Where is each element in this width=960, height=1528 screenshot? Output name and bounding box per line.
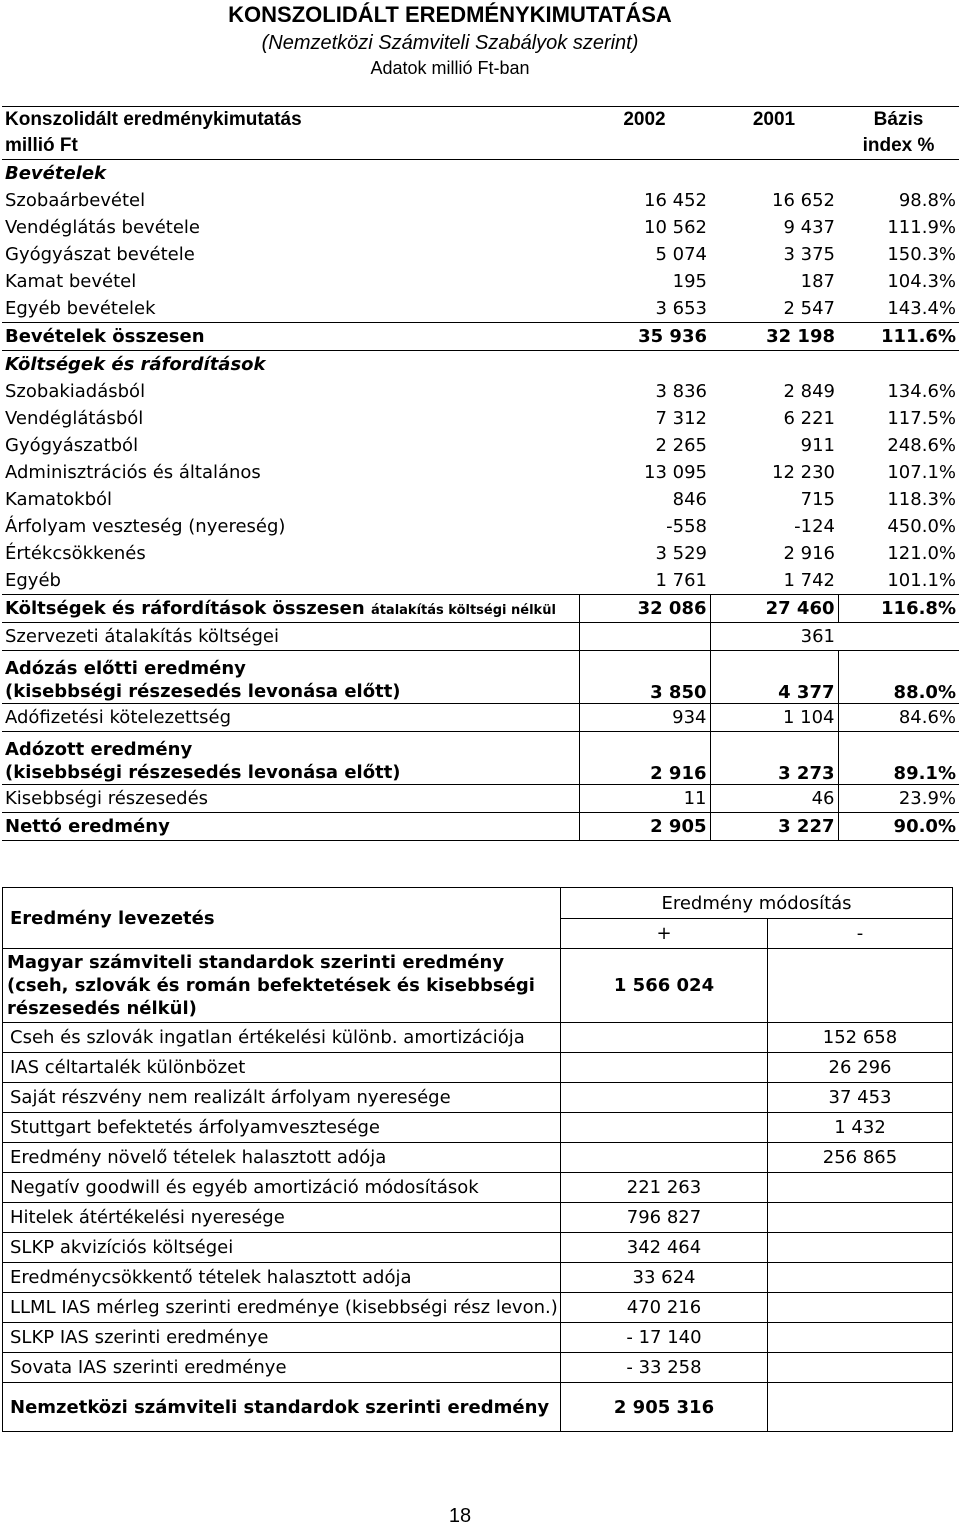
value-2002: 846: [672, 489, 707, 510]
table-row: [2, 623, 959, 651]
value-index: [838, 623, 959, 651]
value-minus: [768, 1173, 953, 1203]
recon-start-label: Magyar számviteli standardok szerinti eredmény (cseh, szlovák és román befektetések és kisebbségi részesedés nélkül): [3, 949, 561, 1023]
row-label: Hitelek átértékelési nyeresége: [3, 1203, 561, 1233]
row-label: Szervezeti átalakítás költségei: [2, 623, 579, 651]
value-2001: 361: [710, 623, 838, 651]
total-row: [2, 732, 959, 785]
row-label-line-1: Adózás előtti eredmény: [5, 658, 246, 679]
header-index-2: index %: [838, 133, 959, 160]
row-label: LLML IAS mérleg szerinti eredménye (kisebbségi rész levon.): [3, 1293, 561, 1323]
table-row: [2, 378, 959, 405]
table-row: [2, 785, 959, 813]
table-row: [2, 241, 959, 268]
row-label: SLKP IAS szerinti eredménye: [3, 1323, 561, 1353]
value-2002: 3 653: [655, 298, 707, 319]
total-row: [2, 595, 959, 623]
page-subtitle: (Nemzetközi Számviteli Szabályok szerint): [261, 32, 639, 54]
table-row: [3, 1173, 953, 1203]
unit-note: Adatok millió Ft-ban: [370, 58, 530, 78]
header-label-1: Konszolidált eredménykimutatás: [2, 107, 579, 134]
value-index: 84.6%: [838, 704, 959, 732]
value-plus: [561, 1143, 768, 1173]
table-row: [2, 704, 959, 732]
row-label: SLKP akvizíciós költségei: [3, 1233, 561, 1263]
table-row: [2, 459, 959, 486]
row-label: Vendéglátás bevétele: [5, 217, 200, 238]
recon-title: Eredmény levezetés: [3, 888, 561, 949]
table-row: [3, 1023, 953, 1053]
value-2001: 32 198: [710, 323, 838, 351]
value-2001: -124: [794, 516, 835, 537]
value-2002: 3 529: [655, 543, 707, 564]
value-minus: [768, 1263, 953, 1293]
table-row: [3, 1143, 953, 1173]
table-row: [2, 295, 959, 323]
value-minus: [768, 1293, 953, 1323]
value-2001: 3 273: [710, 732, 838, 785]
value-2002: 3 836: [655, 381, 707, 402]
value-minus: [768, 1233, 953, 1263]
value-minus: [768, 1353, 953, 1383]
table-row: [2, 486, 959, 513]
value-2001: 911: [800, 435, 835, 456]
value-2001: 9 437: [783, 217, 835, 238]
row-label-line-2: (kisebbségi részesedés levonása előtt): [5, 762, 401, 783]
section-revenue: [2, 160, 959, 188]
header-2001: 2001: [710, 107, 838, 134]
value-2001: 2 547: [783, 298, 835, 319]
row-label: [2, 651, 579, 704]
row-label: Gyógyászat bevétele: [5, 244, 195, 265]
recon-final-value: 2 905 316: [561, 1383, 768, 1432]
value-index: 111.6%: [838, 323, 959, 351]
value-plus: 221 263: [561, 1173, 768, 1203]
value-2001: 1 104: [710, 704, 838, 732]
value-minus: 37 453: [768, 1083, 953, 1113]
value-index: 23.9%: [838, 785, 959, 813]
value-minus: 256 865: [768, 1143, 953, 1173]
recon-header-row: [3, 888, 953, 919]
value-plus: [561, 1053, 768, 1083]
value-index: 116.8%: [838, 595, 959, 623]
value-2002: -558: [666, 516, 707, 537]
table-row: [2, 187, 959, 214]
value-2001: 16 652: [772, 190, 835, 211]
row-label: [2, 595, 579, 623]
header-2002: 2002: [579, 107, 710, 134]
value-index: 450.0%: [887, 516, 956, 537]
value-2002: 10 562: [644, 217, 707, 238]
row-label: Stuttgart befektetés árfolyamvesztesége: [3, 1113, 561, 1143]
value-2001: 12 230: [772, 462, 835, 483]
value-2001: 2 916: [783, 543, 835, 564]
value-plus: - 33 258: [561, 1353, 768, 1383]
value-2002: 11: [579, 785, 710, 813]
row-label-text: Költségek és ráfordítások összesen: [5, 598, 365, 619]
recon-final-label: Nemzetközi számviteli standardok szerinti eredmény: [3, 1383, 561, 1432]
table-row: [2, 405, 959, 432]
total-row: [2, 651, 959, 704]
value-2002: 2 916: [579, 732, 710, 785]
value-plus: [561, 1023, 768, 1053]
row-label: Bevételek összesen: [2, 323, 579, 351]
total-row: [2, 323, 959, 351]
row-label: Adminisztrációs és általános: [5, 462, 261, 483]
value-2001: 187: [800, 271, 835, 292]
reconciliation-table: [2, 887, 953, 1432]
table-row: [3, 1353, 953, 1383]
table-row: [3, 1113, 953, 1143]
value-2002: 195: [672, 271, 707, 292]
value-plus: 33 624: [561, 1263, 768, 1293]
value-index: 98.8%: [898, 190, 956, 211]
page-number: 18: [448, 1505, 472, 1527]
recon-plus-header: +: [561, 919, 768, 949]
income-statement-table: [2, 106, 959, 841]
value-2002: 35 936: [579, 323, 710, 351]
value-2002: 934: [579, 704, 710, 732]
value-plus: - 17 140: [561, 1323, 768, 1353]
row-label: Kisebbségi részesedés: [2, 785, 579, 813]
row-label: Adófizetési kötelezettség: [2, 704, 579, 732]
table-row: [2, 432, 959, 459]
table-row: [3, 1203, 953, 1233]
section-label: Bevételek: [5, 163, 107, 184]
value-index: 143.4%: [887, 298, 956, 319]
value-minus: [768, 1203, 953, 1233]
value-2002: 7 312: [655, 408, 707, 429]
row-label: Nettó eredmény: [2, 813, 579, 841]
value-index: 248.6%: [887, 435, 956, 456]
row-label: Szobakiadásból: [5, 381, 146, 402]
table-row: [2, 540, 959, 567]
row-label: Saját részvény nem realizált árfolyam nyeresége: [3, 1083, 561, 1113]
table-row: [3, 1263, 953, 1293]
table-row: [3, 1083, 953, 1113]
value-index: 121.0%: [887, 543, 956, 564]
value-2002: 1 761: [655, 570, 707, 591]
table-header-row-2: [2, 133, 959, 160]
value-2002: 13 095: [644, 462, 707, 483]
table-row: [3, 1053, 953, 1083]
row-label: Vendéglátásból: [5, 408, 144, 429]
value-minus: 1 432: [768, 1113, 953, 1143]
table-row: [3, 1323, 953, 1353]
recon-start-row: [3, 949, 953, 1023]
value-plus: 342 464: [561, 1233, 768, 1263]
recon-minus-header: -: [768, 919, 953, 949]
row-label: Eredmény növelő tételek halasztott adója: [3, 1143, 561, 1173]
value-index: 104.3%: [887, 271, 956, 292]
value-index: 88.0%: [838, 651, 959, 704]
value-2002: 3 850: [579, 651, 710, 704]
value-2001: 46: [710, 785, 838, 813]
value-2002: 16 452: [644, 190, 707, 211]
row-label-line-1: Adózott eredmény: [5, 739, 193, 760]
recon-final-row: [3, 1383, 953, 1432]
value-index: 150.3%: [887, 244, 956, 265]
table-row: [3, 1233, 953, 1263]
value-index: 117.5%: [887, 408, 956, 429]
row-label: [2, 732, 579, 785]
value-minus: [768, 1323, 953, 1353]
value-plus: 796 827: [561, 1203, 768, 1233]
row-label: Kamatokból: [5, 489, 113, 510]
value-2001: 715: [800, 489, 835, 510]
value-index: 107.1%: [887, 462, 956, 483]
total-row: [2, 813, 959, 841]
row-label: Árfolyam veszteség (nyereség): [5, 516, 286, 537]
table-header-row: [2, 107, 959, 134]
row-label-line-2: (kisebbségi részesedés levonása előtt): [5, 681, 401, 702]
table-row: [2, 214, 959, 241]
page-title: KONSZOLIDÁLT EREDMÉNYKIMUTATÁSA: [228, 2, 672, 27]
value-2002: 2 905: [579, 813, 710, 841]
table-row: [2, 513, 959, 540]
table-row: [2, 567, 959, 595]
value-2002: [579, 623, 710, 651]
row-label-note: átalakítás költségi nélkül: [370, 603, 556, 618]
value-index: 89.1%: [838, 732, 959, 785]
value-index: 111.9%: [887, 217, 956, 238]
recon-mod-header: Eredmény módosítás: [561, 888, 953, 919]
value-2002: 32 086: [579, 595, 710, 623]
value-index: 101.1%: [887, 570, 956, 591]
value-minus: 152 658: [768, 1023, 953, 1053]
table-row: [2, 268, 959, 295]
value-2001: 3 227: [710, 813, 838, 841]
row-label: Eredménycsökkentő tételek halasztott adója: [3, 1263, 561, 1293]
value-2001: 4 377: [710, 651, 838, 704]
value-2001: 27 460: [710, 595, 838, 623]
row-label: Gyógyászatból: [5, 435, 139, 456]
header-label-2: millió Ft: [2, 133, 579, 160]
row-label: Cseh és szlovák ingatlan értékelési különb. amortizációja: [3, 1023, 561, 1053]
value-2001: 6 221: [783, 408, 835, 429]
value-2001: 1 742: [783, 570, 835, 591]
row-label: Egyéb: [5, 570, 61, 591]
row-label: Kamat bevétel: [5, 271, 137, 292]
row-label: IAS céltartalék különbözet: [3, 1053, 561, 1083]
row-label: Értékcsökkenés: [5, 543, 146, 564]
value-index: 134.6%: [887, 381, 956, 402]
row-label: Egyéb bevételek: [5, 298, 156, 319]
section-costs: [2, 351, 959, 379]
header-index-1: Bázis: [838, 107, 959, 134]
value-2002: 5 074: [655, 244, 707, 265]
row-label: Sovata IAS szerinti eredménye: [3, 1353, 561, 1383]
value-plus: [561, 1083, 768, 1113]
recon-start-value: 1 566 024: [561, 949, 768, 1023]
value-minus: 26 296: [768, 1053, 953, 1083]
row-label: Negatív goodwill és egyéb amortizáció módosítások: [3, 1173, 561, 1203]
section-label: Költségek és ráfordítások: [5, 354, 266, 375]
value-index: 90.0%: [838, 813, 959, 841]
value-index: 118.3%: [887, 489, 956, 510]
value-2001: 3 375: [783, 244, 835, 265]
value-2001: 2 849: [783, 381, 835, 402]
value-plus: [561, 1113, 768, 1143]
row-label: Szobaárbevétel: [5, 190, 146, 211]
table-row: [3, 1293, 953, 1323]
value-plus: 470 216: [561, 1293, 768, 1323]
value-2002: 2 265: [655, 435, 707, 456]
